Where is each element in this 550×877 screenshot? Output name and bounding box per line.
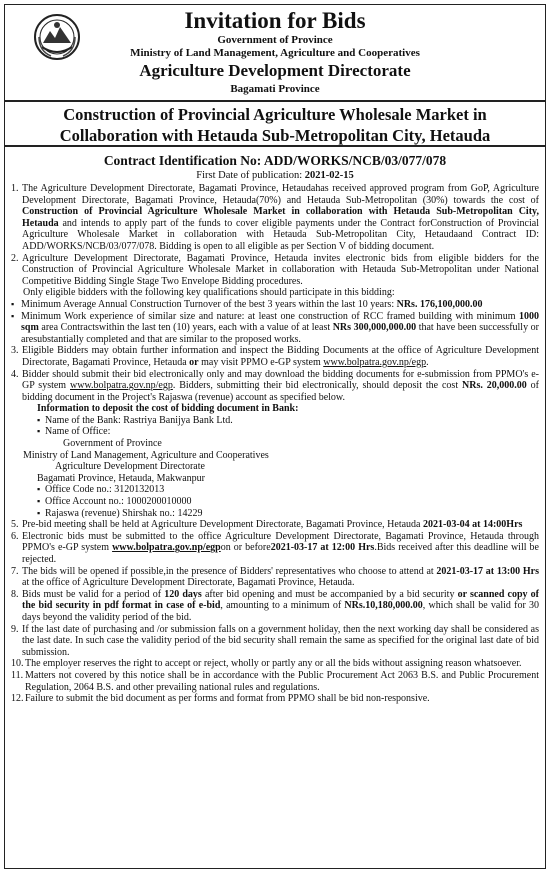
first-date-value: 2021-02-15 xyxy=(304,170,354,181)
item-text: Agriculture Development Directorate, Bagamati Province, Hetauda invites electronic bids from eligible bidders for the Construction of Provincial Agriculture Wholesale Market in collaboration with Hetauda Sub-Metropolitan under National Competitive Bidding Single Stage Two Envelope Bidding procedures. xyxy=(22,252,539,287)
item-text-bold: or xyxy=(189,356,199,368)
item-text: Pre-bid meeting shall be held at Agriculture Development Directorate, Bagamati Province, Hetauda xyxy=(22,519,423,531)
list-item xyxy=(11,345,539,368)
list-item xyxy=(11,183,539,253)
item-text: , which shall be valid for 30 days beyond the validity period of the bid. xyxy=(22,600,539,623)
item-text: Matters not covered by this notice shall be in accordance with the Public Procurement Act 2063 B.S. and Public Procurement Regulation, 2064 B.S. and other prevailing national rules and regulations. xyxy=(25,669,539,693)
item-text-bold: or scanned copy of the bid security in pdf format in case of e-bid xyxy=(22,588,540,612)
egp-link[interactable]: www.bolpatra.gov.np/egp xyxy=(70,380,173,392)
item-number: 4. xyxy=(11,368,19,380)
egp-link[interactable]: www.bolpatra.gov.np/egp xyxy=(112,542,221,554)
area-requirement: 1000 sqm xyxy=(21,310,539,334)
item-number: 7. xyxy=(11,565,19,577)
item-text: of bidding document in the Project's Rajaswa (revenue) account as specified below. xyxy=(22,380,539,403)
qualification-bullet xyxy=(11,299,539,311)
list-item xyxy=(11,670,539,693)
item-text: Minimum Work experience of similar size and nature: at least one construction of RCC framed building with minimum xyxy=(21,310,519,322)
item-text: that have been successfully or aresubstantially completed and that are similar to the proposed works. xyxy=(21,322,539,345)
prebid-date: 2021-03-04 at 14:00Hrs xyxy=(422,519,523,531)
item-number: 9. xyxy=(11,623,19,635)
bank-info-line: ▪ Name of Office: xyxy=(11,426,539,438)
item-text: Electronic bids must be submitted to the office Agriculture Development Directorate, Bagamati Province, Hetauda through PPMO's e-GP system xyxy=(22,530,539,554)
bank-info-line: ▪ Rajaswa (revenue) Shirshak no.: 14229 xyxy=(11,508,539,520)
item-text: The employer reserves the right to accept or reject, wholly or partly any or all the bids without assigning reason whatsoever. xyxy=(25,658,522,670)
item-text: The Agriculture Development Directorate, Bagamati Province, Hetaudahas received approved program from GoP, Agriculture Development Directorate, Bagamati Province, Hetauda(70%) and Hetauda Sub-Metropolitan (30%) towards the cost of xyxy=(22,183,539,206)
notice-title: Invitation for Bids xyxy=(184,8,366,33)
item-number: 2. xyxy=(11,252,19,264)
office-address-line: Government of Province xyxy=(63,438,162,450)
bank-info-line: ▪ Office Code no.: 3120132013 xyxy=(11,484,539,496)
item-text: may visit PPMO e-GP system xyxy=(198,356,324,368)
item-number: 3. xyxy=(11,345,19,357)
item-text: after bid opening and must be accompanied by a bid security xyxy=(201,588,458,600)
office-address-line: Ministry of Land Management, Agriculture and Cooperatives xyxy=(23,449,269,461)
item-text: Failure to submit the bid document as per forms and format from PPMO shall be bid non-responsive. xyxy=(25,693,430,705)
bank-info-line: ▪ Name of the Bank: Rastriya Banijya Bank Ltd. xyxy=(11,415,539,427)
bid-security-amount: NRs.10,180,000.00 xyxy=(344,600,423,612)
item-text: at the office of Agriculture Development Directorate, Bagamati Province, Hetauda. xyxy=(22,577,355,589)
ministry-line: Ministry of Land Management, Agriculture and Cooperatives xyxy=(130,47,420,59)
list-item xyxy=(11,624,539,659)
bank-info-line: ▪ Office Account no.: 1000200010000 xyxy=(11,496,539,508)
item-text-bold: Construction of Provincial Agriculture Wholesale Market in collaboration with Hetauda Sub-Metropolitan City, Hetauda xyxy=(22,206,539,229)
list-item xyxy=(11,589,539,624)
item-text: .Bids received after this deadline will be rejected. xyxy=(22,542,539,565)
qualification-bullet xyxy=(11,311,539,346)
submission-deadline: 2021-03-17 at 12:00 Hrs xyxy=(270,542,375,554)
item-text: , amounting to a minimum of xyxy=(220,600,345,612)
first-publication-date xyxy=(5,170,545,182)
list-item xyxy=(11,566,539,589)
item-text: Bidder should submit their bid electronically only and may download the bidding documents for e-submission from PPMO's e-GP system xyxy=(22,368,539,392)
item-text: and intends to apply part of the funds to cover eligible payments under the Contract forConstruction of Provincial Agriculture Wholesale Market in collaboration with Hetauda Sub-Metropolitan City, Hetaudaand Contract ID: ADD/WORKS/NCB/03/077/078. Bidding is open to all eligible as per Section V of bidding document. xyxy=(22,217,539,252)
item-text: . Bidders, submitting their bid electronically, should deposit the cost xyxy=(172,380,462,392)
bank-info-heading: Information to deposit the cost of bidding document in Bank: xyxy=(37,403,299,415)
item-number: 11. xyxy=(11,669,24,681)
project-title-banner xyxy=(5,100,545,147)
contract-id: Contract Identification No: ADD/WORKS/NCB/03/077/078 xyxy=(103,153,447,168)
item-text: If the last date of purchasing and /or submission falls on a government holiday, then the next working day shall be considered as the last date. In such case the validity period of the bid security shall remain the same as specified for the original last date of bid submission. xyxy=(22,623,539,658)
item-number: 10. xyxy=(11,658,24,670)
item-number: 12. xyxy=(11,693,24,705)
government-line: Government of Province xyxy=(217,34,333,46)
list-item xyxy=(11,531,539,566)
project-title-line: Construction of Provincial Agriculture Wholesale Market in xyxy=(63,105,487,124)
project-title-line: Collaboration with Hetauda Sub-Metropolitan City, Hetauda xyxy=(59,126,491,145)
item-text: Minimum Average Annual Construction Turnover of the best 3 years within the last 10 years: xyxy=(21,298,397,310)
item-number: 6. xyxy=(11,530,19,542)
list-item xyxy=(11,369,539,404)
item-text: Eligible Bidders may obtain further information and inspect the Bidding Documents at the office of Agriculture Development Directorate, Bagamati Province, Hetauda xyxy=(22,345,539,368)
item-text: Bids must be valid for a period of xyxy=(22,588,165,600)
egp-link[interactable]: www.bolpatra.gov.np/egp xyxy=(323,356,427,368)
office-address-line: Bagamati Province, Hetauda, Makwanpur xyxy=(37,472,206,484)
qualification-intro: Only eligible bidders with the following key qualifications should participate in this bidding: xyxy=(23,287,395,299)
item-number: 5. xyxy=(11,519,19,531)
experience-amount: NRs 300,000,000.00 xyxy=(332,322,417,334)
document-cost: NRs. 20,000.00 xyxy=(462,380,527,392)
notice-header xyxy=(5,5,545,98)
turnover-amount: NRs. 176,100,000.00 xyxy=(396,298,483,310)
item-number: 8. xyxy=(11,588,19,600)
office-address-line: Agriculture Development Directorate xyxy=(55,461,205,473)
item-text: . xyxy=(426,356,429,368)
province-line: Bagamati Province xyxy=(230,83,320,95)
directorate-name: Agriculture Development Directorate xyxy=(139,61,411,80)
opening-date: 2021-03-17 at 13:00 Hrs xyxy=(436,565,539,577)
item-text: on or before xyxy=(220,542,271,554)
list-item xyxy=(11,658,539,670)
list-item xyxy=(11,253,539,288)
item-text: The bids will be opened if possible,in the presence of Bidders' representatives who choose to attend at xyxy=(22,565,437,577)
list-item xyxy=(11,693,539,705)
notice-page xyxy=(4,4,546,869)
validity-period: 120 days xyxy=(164,588,202,600)
item-text: area Contractswithin the last ten (10) years, each with a value of at least xyxy=(38,322,333,334)
first-date-label: First Date of publication: xyxy=(196,170,305,181)
item-number: 1. xyxy=(11,183,19,194)
list-item xyxy=(11,519,539,531)
notice-body xyxy=(11,183,539,705)
